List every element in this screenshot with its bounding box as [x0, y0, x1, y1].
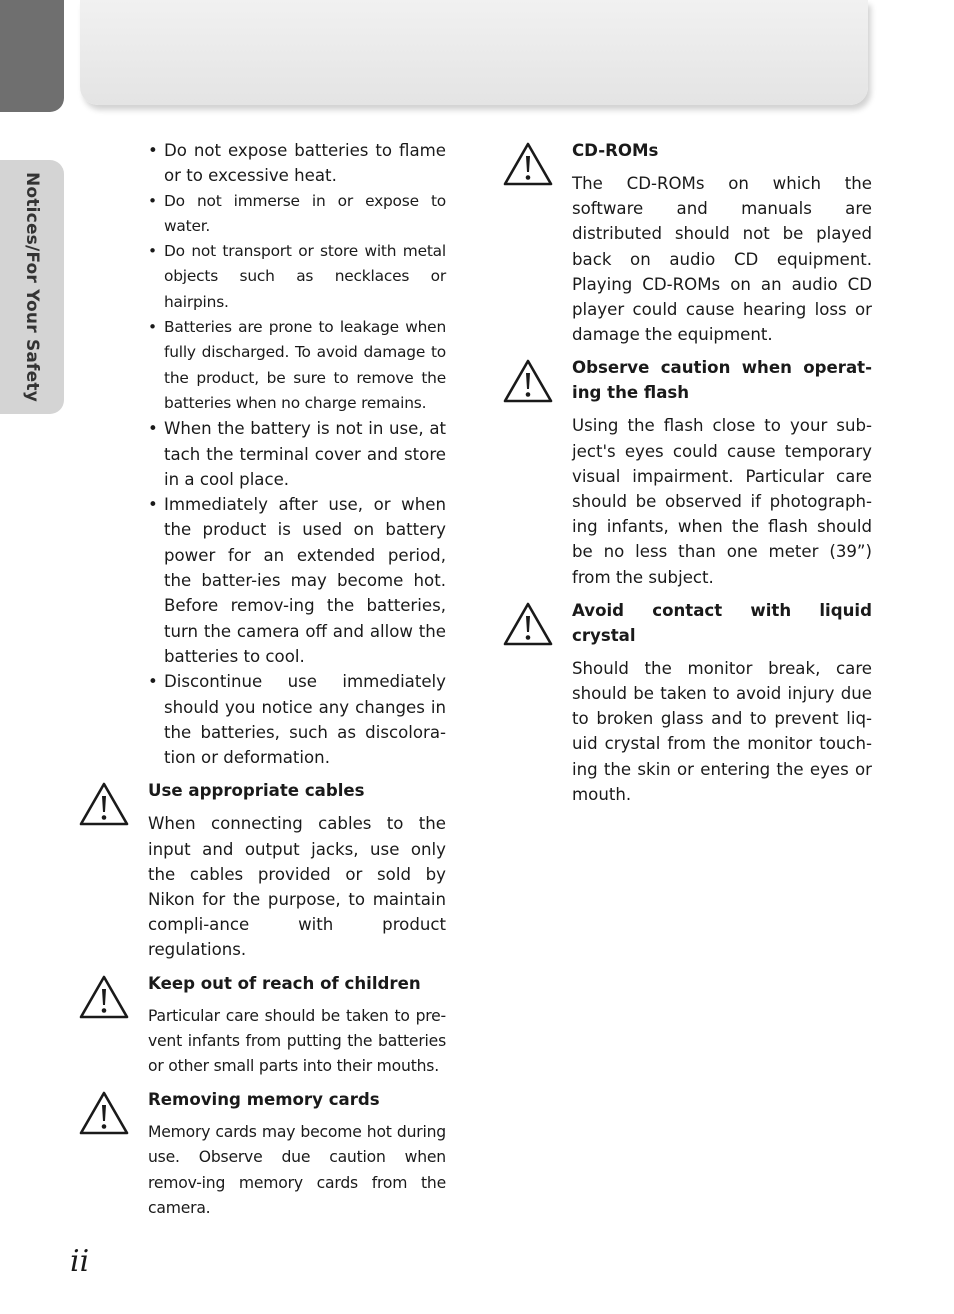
corner-tab: [0, 0, 64, 112]
header-panel: [80, 0, 868, 105]
section-memory-cards: [78, 1087, 446, 1221]
bullet-item: • Do not expose batteries to flame or to excessive heat.: [148, 141, 446, 186]
side-tab: [0, 160, 64, 414]
section-body: When connecting cables to the input and output jacks, use only the cables provided or sold by Nikon for the purpose, to maintain compli-ance with product regulations.: [148, 814, 446, 960]
battery-bullet-list: [78, 138, 446, 770]
section-cables: [78, 778, 446, 962]
section-body: Should the monitor break, care should be taken to avoid injury due to broken glass and to prevent liq-uid crystal from the monitor touch-ing the skin or entering the eyes or mouth.: [572, 658, 872, 804]
section-title: Observe caution when operat-ing the flash: [572, 358, 872, 403]
section-body: Using the flash close to your sub-ject's eyes could cause temporary visual impairment. Particular care should be observed if photograph-ing infants, when the flash should be no less than one meter (39”) from the subject.: [572, 416, 872, 587]
section-title: Use appropriate cables: [148, 781, 365, 801]
warning-icon: [78, 781, 130, 827]
section-body: Memory cards may become hot during use. Observe due caution when remov-ing memory cards from the camera.: [148, 1123, 446, 1217]
right-column: [502, 138, 872, 815]
warning-icon: [502, 358, 554, 404]
section-title: Avoid contact with liquid crystal: [572, 600, 872, 645]
bullet-item: • Do not immerse in or expose to water.: [148, 191, 446, 235]
page-number: ii: [70, 1244, 90, 1279]
section-title: Removing memory cards: [148, 1090, 380, 1110]
section-flash: [502, 355, 872, 589]
bullet-item: • When the battery is not in use, at tach the terminal cover and store in a cool place.: [148, 419, 446, 489]
warning-icon: [78, 974, 130, 1020]
section-title: CD-ROMs: [572, 141, 659, 160]
section-liquid-crystal: [502, 598, 872, 807]
bullet-item: • Discontinue use immediately should you notice any changes in the batteries, such as discolora-tion or deformation.: [148, 672, 446, 768]
warning-icon: [502, 601, 554, 647]
bullet-item: • Batteries are prone to leakage when fully discharged. To avoid damage to the product, be sure to remove the batteries when no charge remains.: [148, 318, 446, 412]
section-title: Keep out of reach of children: [148, 973, 421, 993]
bullet-item: • Do not transport or store with metal objects such as necklaces or hairpins.: [148, 242, 446, 311]
bullet-item: • Immediately after use, or when the product is used on battery power for an extended period, the batter-ies may become hot. Before remov-ing the batteries, turn the camera off and allow the batteries to cool.: [148, 495, 446, 666]
side-tab-label: Notices/For Your Safety: [22, 172, 42, 402]
section-body: Particular care should be taken to pre-vent infants from putting the batteries or other small parts into their mouths.: [148, 1006, 446, 1076]
warning-icon: [502, 141, 554, 187]
left-column: [78, 138, 446, 1229]
section-children: [78, 971, 446, 1080]
section-body: The CD-ROMs on which the software and manuals are distributed should not be played back on audio CD equipment. Playing CD-ROMs on an audio CD player could cause hearing loss or damage the equipment.: [572, 174, 872, 345]
warning-icon: [78, 1090, 130, 1136]
section-cd-roms: [502, 138, 872, 347]
